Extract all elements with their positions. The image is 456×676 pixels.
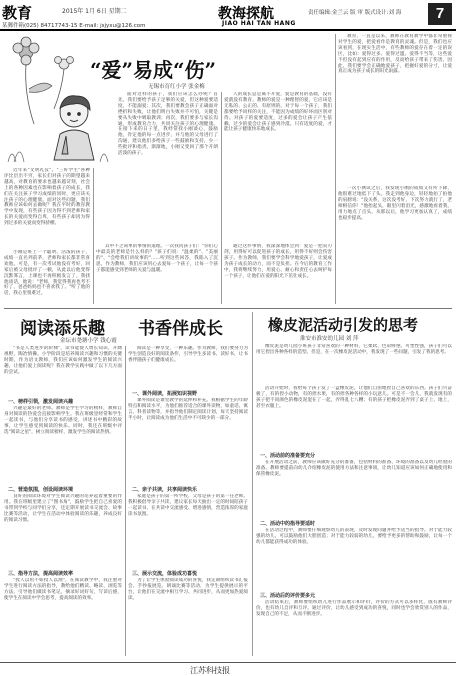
paragraph: 家庭是孩子的第一所学校，父母是孩子的第一任老师。我积极倡导亲子共读，建议家长每天抽出一定的时间陪孩子一起读书，在共读中交流感受、增进感情，营造浓厚的家庭读书氛围。	[128, 494, 248, 517]
section-subtitle: JIAO HAI TAN HANG	[222, 20, 296, 27]
article-right-col-2	[256, 386, 452, 448]
article-right-col-4	[256, 528, 452, 588]
article-left-col-4	[4, 578, 122, 658]
article-right-subhead-3: 三、活动后的评价要多元	[260, 593, 316, 599]
paragraph: 在活动过程中，教师要仔细观察幼儿的表现，及时发现问题并给予适当的指导。对于能力较强的幼儿，可以鼓励他们大胆创造；对于能力较弱的幼儿，要给予更多的帮助和鼓励，让每一个幼儿都能获得成功的体验。	[256, 528, 452, 545]
paragraph: 其中不乏简单的事情的道理。一次我问孩子们："你们心中最美的老师是什么样的？"孩子们说："温柔的"、"美丽的"、"会给我们讲故事的"……听到这些回答，我陷入了沉思，作为教师，我们应该用心去爱每一个孩子，让每一个孩子都能感受到老师的关爱与温暖。	[96, 244, 218, 273]
article-right-col-3	[256, 460, 452, 516]
article-left-byline: 金坛市尧塘小学 钱心霞	[60, 338, 117, 344]
feature-col-3b	[224, 244, 332, 304]
feature-headline: “爱”易成“伤”	[90, 58, 217, 82]
feature-col-2	[118, 92, 218, 242]
flower-icon	[13, 37, 52, 124]
paragraph: "授人以鱼不如授人以渔"，在阅读教学中，我注重对学生进行阅读方法的指导，教给他们精读、略读、浏览等方法，引导他们做读书笔记，摘录好词好句，写读后感，使学生在阅读中学会思考，提高阅读的效率。	[4, 578, 122, 601]
article-mid-subhead-2: 二、亲子共读，共享阅读快乐	[132, 487, 198, 493]
page-footer	[0, 662, 456, 676]
paragraph: 橡皮泥是幼儿园小班孩子非常喜欢的一种材料，它柔软、色彩鲜艳、可塑性强，孩子们可以用它捏出各种各样的造型。但是，在一次橡皮泥活动中，我发现了一些问题，引发了我的思考。	[256, 344, 452, 355]
paragraph: 课外阅读是课堂教学的延伸和补充。我根据学生的年龄特点和阅读水平，为他们推荐适合的课外读物，如童话、寓言、科普读物等，并指导他们制定阅读计划，每天坚持阅读半小时，让阅读成为他们生活中不可缺少的一部分。	[128, 398, 248, 421]
newspaper-logo: 教育	[2, 4, 33, 22]
article-right-subhead-2: 二、活动中的指导要适时	[260, 521, 316, 527]
paragraph: 一次小测试之后，我发现小刚的成绩又有所下降，他很难过地低下了头。我走到他身边，轻轻地拍了拍他的肩膀说："没关系，这次没考好，下次努力就行了，老师相信你！"他抬起头，眼里闪着泪光，感激地看着我，用力地点了点头。从那以后，他学习更加认真了，成绩也稳步提高。	[338, 186, 452, 221]
feature-col-2b	[96, 244, 218, 304]
article-left-col-3	[4, 494, 122, 566]
paragraph: 通过这件事情，我深深地体会到：爱是一把双刃剑，用得好可以促进孩子的成长，用得不好则会伤害孩子。作为教师，我们要学会科学地爱孩子，让爱成为孩子成长的动力，而不是负担。在今后的教育工作中，我将继续努力，用爱心、耐心和责任心去呵护每一个孩子，让他们在爱的阳光下茁壮成长。	[224, 244, 332, 279]
article-left-subhead-2: 二、营造氛围，创设阅读环境	[8, 487, 74, 493]
section-divider	[4, 308, 452, 309]
section-title: 教海探航	[218, 6, 274, 22]
contact-info: 某郵件箱(025) 84717743-15 E-mail: jsjyxu@126.com	[2, 23, 146, 29]
article-left-subhead-1: 一、榜样引领，激发阅读兴趣	[8, 399, 74, 405]
article-mid-subhead-3: 三、展示交流，体验成功喜悦	[132, 571, 198, 577]
feature-col-1	[4, 168, 90, 248]
article-left-col-2	[4, 406, 122, 482]
article-right-col-1	[256, 344, 452, 384]
column-divider	[335, 34, 336, 304]
paragraph: 人的成长总是离不开爱，爱是教育的基础，没有爱就没有教育。教师的爱是一种理智的爱，它应该是无私的、公正的、有原则的。对于每一个孩子，我们都要给予同样的关注，不能因为成绩的好坏而区别对待。对孩子的爱要适度，过多的爱会让孩子产生依赖，过少的爱会让孩子感到冷漠。只有适度的爱，才能让孩子健康快乐地成长。	[224, 92, 332, 133]
column-divider	[125, 346, 126, 656]
article-mid-headline: 书香伴成长	[138, 319, 223, 339]
paragraph: 面对这样的孩子，我们应该怎么办呢？首先，我们要给予孩子足够的关爱，但这种爱要适度，不能溺爱；其次，我们要教会孩子正确面对挫折和失败，让他们明白失败并不可怕，关键是要从失败中吸取教训；再次，我们要多与家长沟通，形成教育合力，共同关注孩子的心理健康。在接下来的日子里，我经常找小刚谈心，鼓励他，肯定他的每一点进步，并与他的父母进行了沟通，建议他们多给孩子一些鼓励和支持，少一些批评和指责。渐渐地，小刚又变回了那个开朗活泼的孩子。	[118, 92, 218, 157]
feature-col-4b	[338, 186, 452, 304]
paragraph: "书是人类进步的阶梯"，读书能使人增长知识，开阔视野，陶冶情操。小学阶段是培养阅读兴趣和习惯的关键时期，作为语文教师，我们应该如何激发学生的阅读兴趣，让他们爱上阅读呢？我在教学实践中做了以下几方面的尝试。	[4, 346, 122, 375]
paragraph: 为了让学生体验阅读成功的喜悦，我定期组织读书汇报会、手抄报展览、朗诵比赛等活动，为学生提供展示的平台，让他们在交流中相互学习、共同进步，从而更加热爱阅读。	[128, 578, 248, 601]
paragraph: 在开展活动之前，教师应该做好充分的准备，包括材料的准备、环境的准备以及幼儿经验的准备。教师要提前向幼儿介绍橡皮泥的使用方法和注意事项，让幼儿知道应该如何正确地使用和保管橡皮泥。	[256, 460, 452, 477]
feature-col-1b	[4, 250, 90, 306]
paragraph: 阅读是一种享受，一种乐趣。作为教师，我们要努力为学生创造良好的阅读条件，引导学生多读书、读好书，让书香伴随孩子们健康成长。	[128, 346, 248, 363]
article-left-col-1	[4, 346, 122, 396]
footer-publication-name: 江苏科技报	[190, 666, 230, 675]
header-divider	[0, 29, 456, 31]
feature-col-4	[338, 34, 452, 184]
publication-date: 2015年 1月 6日 星期二	[62, 8, 127, 15]
editor-credit: 责任编辑:金兰云 版 审 版式设计:刘 海	[308, 10, 402, 16]
article-mid-col-4	[128, 578, 248, 658]
paragraph: 兴趣是最好的老师。教师是学生学习的榜样，教师自身对阅读的热爱会直接影响学生。我在班级里经常和学生一起读书，与他们分享读书的感受，讲述书中精彩的故事，让学生感受到阅读的快乐。同时，我还在班级中评选"阅读之星"，树立阅读榜样，激发学生的阅读热情。	[4, 406, 122, 435]
paragraph: 近年来"文明礼仪"、"三好学生"各种评比层出不穷，家长们对孩子的期望越来越高，对教育的要求也越来越苛刻，社会上的各种因素也在影响着孩子的成长，我们在关注孩子学习成绩的同时，更应该关注孩子的心理健康。面对这些问题，我们教师应该如何去做呢？我在平时的教育教学中发现，有些孩子因为得不到老师和家长的关爱而变得自卑，有些孩子却因为得到过多的关爱而变得骄横。	[4, 168, 90, 227]
article-right-headline: 橡皮泥活动引发的思考	[268, 316, 419, 334]
article-left-headline: 阅读添乐趣	[20, 319, 105, 339]
paragraph: 活动开始时，我给每个孩子发了一盒橡皮泥，让他们自由地捏自己喜欢的东西。孩子们兴奋极了，有的捏小动物，有的捏水果，有的捏各种各样的小玩意儿。可是不一会儿，我就发现有的孩子把不同颜色的橡皮泥混在了一起，弄得乱七八糟；有的孩子把橡皮泥弄到了桌子上、地上，甚至衣服上。	[256, 386, 452, 409]
article-right-byline: 淮安市淮安幼儿园 刘 萍	[300, 336, 359, 342]
child-figure-icon	[54, 96, 94, 160]
page-number: 7	[428, 3, 452, 25]
feature-byline: 无锡市育红小学 张金梅	[148, 84, 205, 90]
paragraph: 教育，一直是以来，教师在教育教学中都非常重视对学生的爱，把爱看作是教育的灵魂。但是，我们也应该看到，在现实生活中，有些教师的爱存在着一定的误区，比如：爱得过多、爱得过滥、爱得不当等，这些爱不但没有起到应有的作用，反而给孩子带来了伤害。因此，我们要学会正确地爱孩子，把握好爱的分寸，让爱真正成为孩子成长的阳光雨露。	[338, 34, 452, 75]
column-divider	[252, 312, 253, 656]
column-divider	[93, 168, 94, 304]
feature-col-3	[224, 92, 332, 242]
paragraph: 活动结束后，教师要组织幼儿进行作品展示和评价，评价的方式可以多样化，既有教师评价，也有幼儿自评和互评。通过评价，让幼儿感受到成功的喜悦，同时也学会欣赏别人的作品，发现自己的不足，从而不断进步。	[256, 600, 452, 617]
article-mid-subhead-1: 一、课外阅读，拓展知识视野	[132, 391, 198, 397]
page-header	[0, 0, 456, 30]
article-mid-col-3	[128, 494, 248, 566]
article-right-subhead-1: 一、活动前的准备要充分	[260, 453, 316, 459]
article-right-col-5	[256, 600, 452, 658]
article-mid-col-1	[128, 346, 248, 386]
column-divider	[221, 92, 222, 304]
article-mid-col-2	[128, 398, 248, 482]
paragraph: 小刚是班上一个聪明、活泼的孩子，成绩一直名列前茅，老师和家长都非常喜欢他。可是，有一次考试他没有考好，回家后被父母批评了一顿，从此以后他变得沉默寡言，上课也不再积极发言了。我找他谈话，他说："老师，我觉得我再也考不好了，爸爸妈妈也不喜欢我了。"听了他的话，我心里很难过。	[4, 250, 90, 297]
article-left-subhead-3: 三、指导方法，提高阅读效率	[8, 571, 74, 577]
paragraph: 良好的阅读环境对学生阅读兴趣的培养起着重要的作用。我在班级里建立了"图书角"，鼓励学生把自己喜爱的书带到学校与同学们分享，还定期开展读书交流会、故事比赛等活动，让学生在活动中体验阅读的乐趣，养成良好的阅读习惯。	[4, 494, 122, 523]
